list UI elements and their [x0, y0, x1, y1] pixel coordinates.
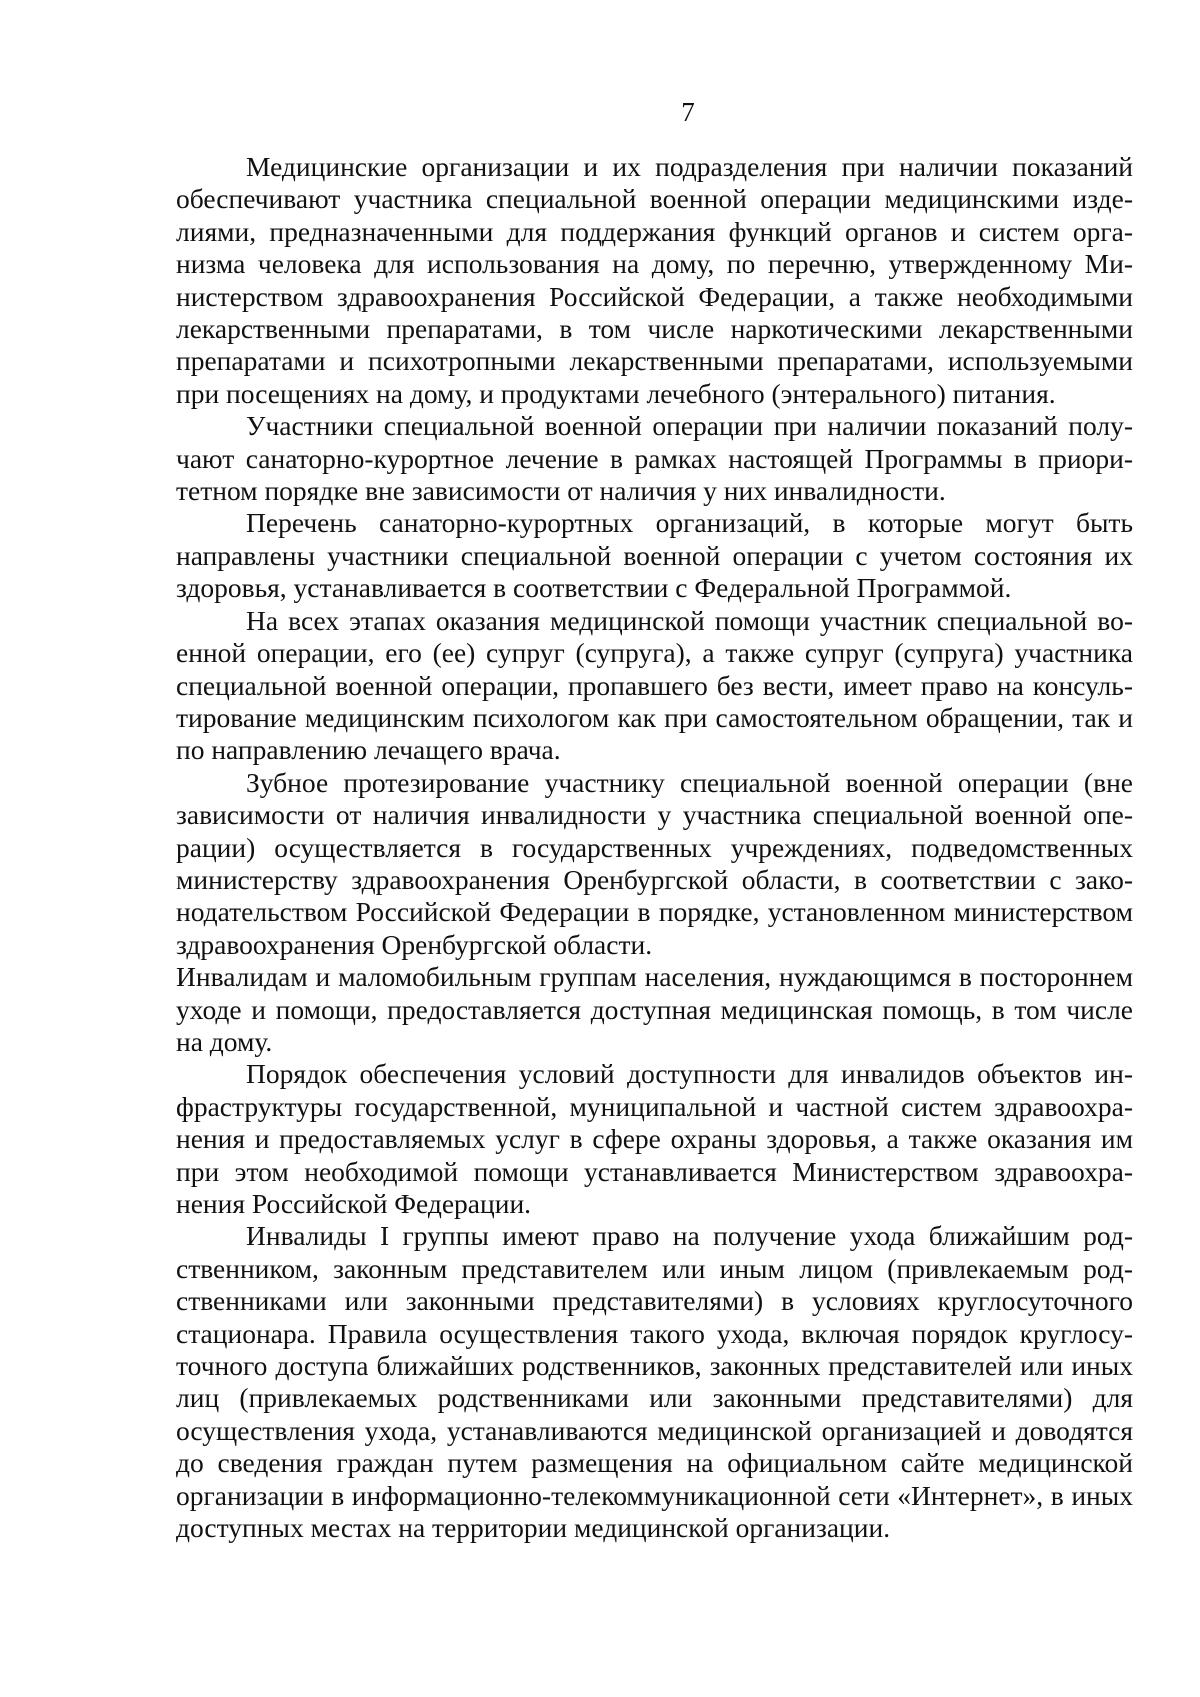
paragraph-sanatorium-list: Перечень санаторно-курортных организаций, в которые могут быть направлены участники специальной военной операции с учетом состояния их здоровья, устанавливается в соответствии с Федеральной Программой. [176, 507, 1133, 604]
document-body [176, 151, 1133, 1544]
page-number: 7 [681, 97, 695, 127]
paragraph-medical-devices: Медицинские организации и их подразделения при наличии показаний обеспечивают участника специальной военной операции медицинскими изделиями, предназначенными для поддержания функций органов и систем организма человека для использования на дому, по перечню, утвержденному Министерством здравоохранения Российской Федерации, а также необходимыми лекарственными препаратами, в том числе наркотическими лекарственными препаратами и психотропными лекарственными препаратами, используемыми при посещениях на дому, и продуктами лечебного (энтерального) питания. [176, 151, 1133, 409]
paragraph-group-one-care: Инвалиды I группы имеют право на получение ухода ближайшим родственником, законным представителем или иным лицом (привлекаемым родственниками или законными представителями) в условиях круглосуточного стационара. Правила осуществления такого ухода, включая порядок круглосуточного доступа ближайших родственников, законных представителей или иных лиц (привлекаемых родственниками или законными представителями) для осуществления ухода, устанавливаются медицинской организацией и доводятся до сведения граждан путем размещения на официальном сайте медицинской организации в информационно-телекоммуникационной сети «Интернет», в иных доступных местах на территории медицинской организации. [176, 1220, 1133, 1544]
paragraph-psychologist-consultation: На всех этапах оказания медицинской помощи участник специальной военной операции, его (ее) супруг (супруга), а также супруг (супруга) участника специальной военной операции, пропавшего без вести, имеет право на консультирование медицинским психологом как при самостоятельном обращении, так и по направлению лечащего врача. [176, 604, 1133, 766]
paragraph-dental-prosthetics: Зубное протезирование участнику специальной военной операции (вне зависимости от наличия инвалидности у участника специальной военной операции) осуществляется в государственных учреждениях, подведомственных министерству здравоохранения Оренбургской области, в соответствии с законодательством Российской Федерации в порядке, установленном министерством здравоохранения Оренбургской области. [176, 766, 1133, 960]
paragraph-accessibility-order: Порядок обеспечения условий доступности для инвалидов объектов инфраструктуры государственной, муниципальной и частной систем здравоохранения и предоставляемых услуг в сфере охраны здоровья, а также оказания им при этом необходимой помощи устанавливается Министерством здравоохранения Российской Федерации. [176, 1058, 1133, 1219]
paragraph-sanatorium-treatment: Участники специальной военной операции при наличии показаний получают санаторно-курортное лечение в рамках настоящей Программы в приоритетном порядке вне зависимости от наличия у них инвалидности. [176, 410, 1133, 507]
paragraph-disabled-assistance: Инвалидам и маломобильным группам населения, нуждающимся в постороннем уходе и помощи, предоставляется доступная медицинская помощь, в том числе на дому. [176, 961, 1133, 1057]
